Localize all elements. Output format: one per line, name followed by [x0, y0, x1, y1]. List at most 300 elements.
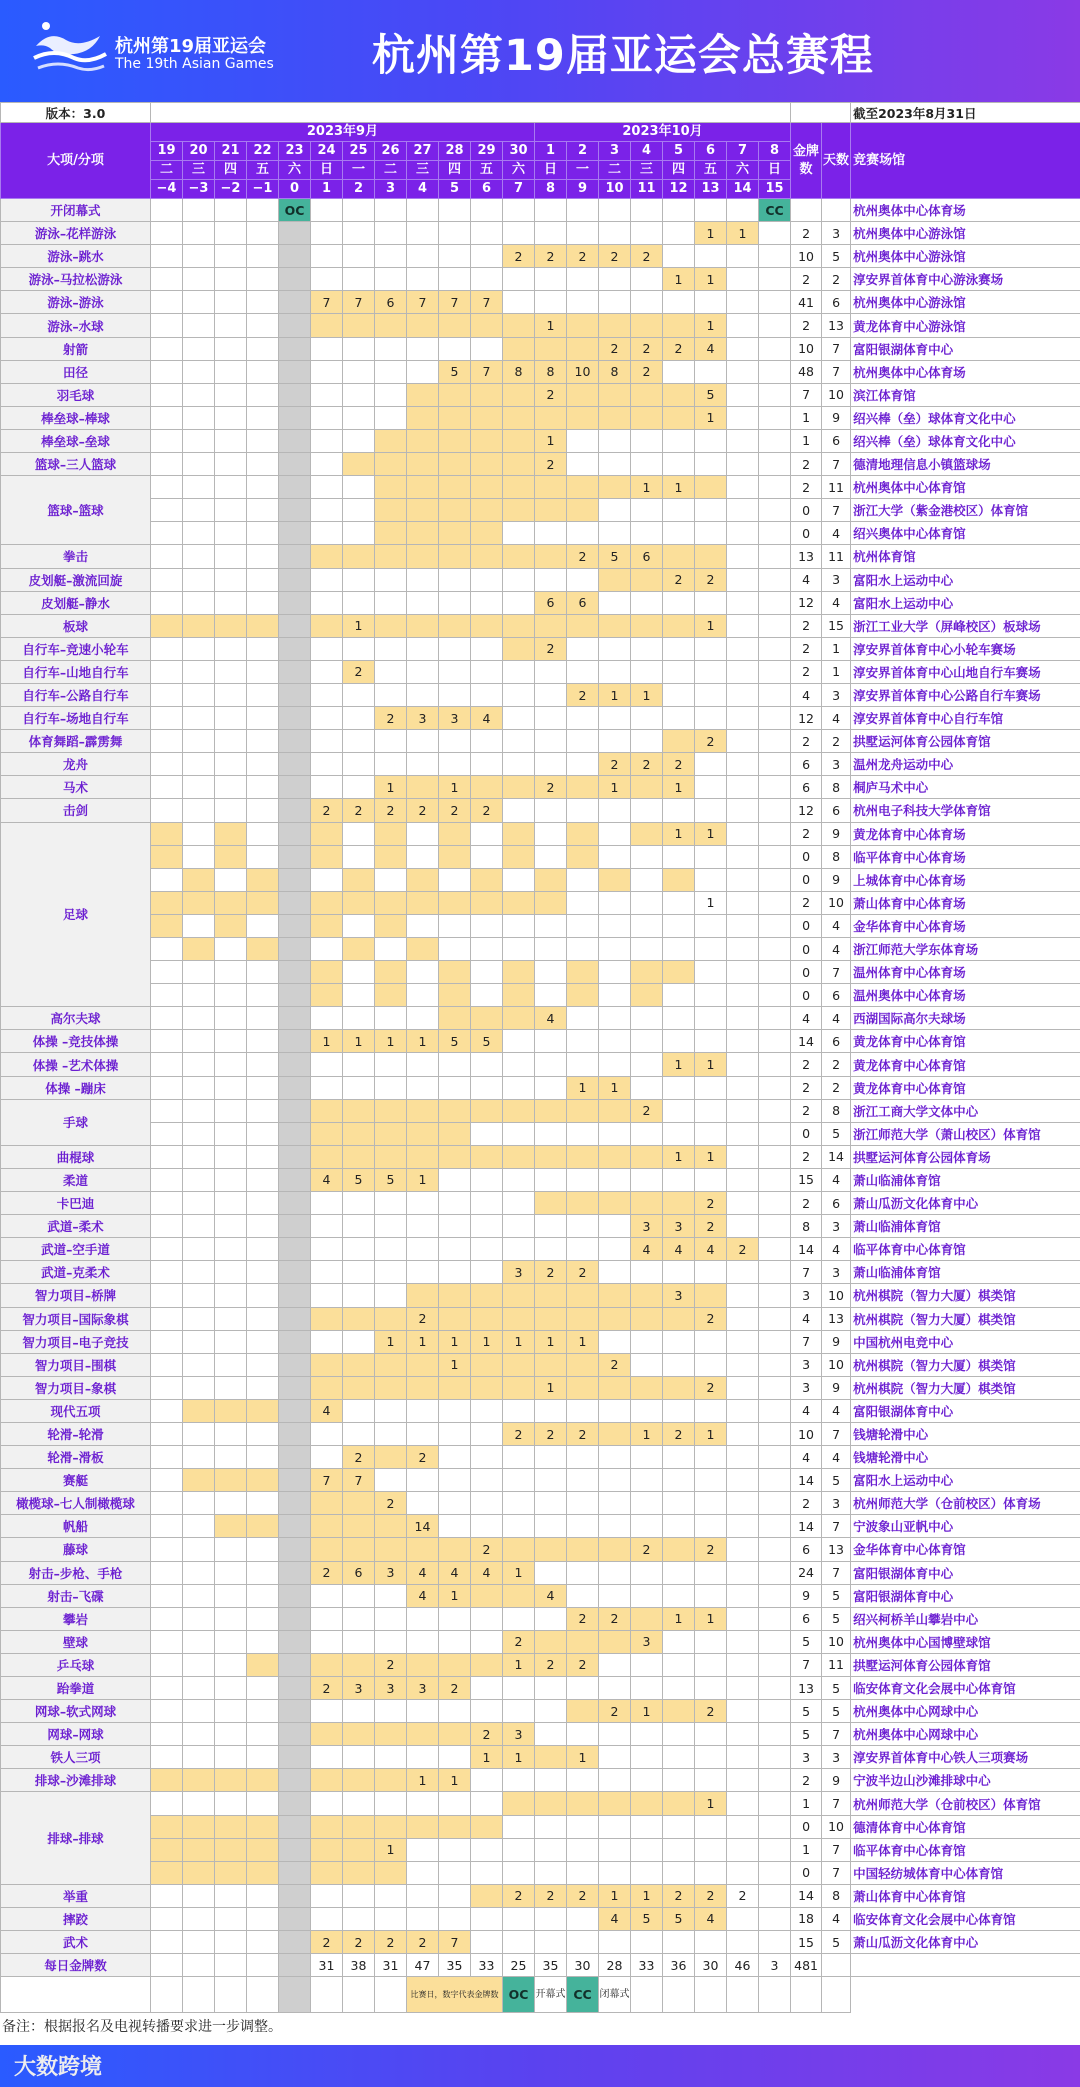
- schedule-cell: [535, 938, 567, 961]
- schedule-cell: [375, 614, 407, 637]
- schedule-cell: 2: [695, 568, 727, 591]
- schedule-cell: [343, 1353, 375, 1376]
- schedule-cell: [375, 1515, 407, 1538]
- schedule-cell: [343, 1723, 375, 1746]
- schedule-cell: [183, 1907, 215, 1930]
- schedule-cell: [407, 545, 439, 568]
- schedule-cell: [727, 799, 759, 822]
- schedule-cell: [151, 383, 183, 406]
- schedule-cell: [279, 1746, 311, 1769]
- schedule-cell: [503, 1099, 535, 1122]
- schedule-cell: [215, 730, 247, 753]
- header-daynums-cell: 14: [727, 180, 759, 199]
- schedule-cell: 1: [567, 1076, 599, 1099]
- schedule-cell: 8: [535, 360, 567, 383]
- medal-count: 0: [791, 868, 822, 891]
- venue-name: 杭州奥体中心网球中心: [851, 1723, 1080, 1746]
- schedule-cell: [311, 1653, 343, 1676]
- schedule-cell: [375, 822, 407, 845]
- schedule-cell: [311, 1099, 343, 1122]
- day-count: 4: [822, 1238, 851, 1261]
- schedule-cell: [247, 1815, 279, 1838]
- schedule-cell: [535, 799, 567, 822]
- schedule-cell: [599, 429, 631, 452]
- schedule-cell: [343, 1422, 375, 1445]
- schedule-cell: [247, 845, 279, 868]
- schedule-cell: [535, 545, 567, 568]
- medal-count: [791, 199, 822, 222]
- schedule-cell: [535, 1122, 567, 1145]
- schedule-cell: 2: [567, 1607, 599, 1630]
- schedule-cell: [439, 1261, 471, 1284]
- medal-count: 5: [791, 1630, 822, 1653]
- schedule-cell: 2: [695, 730, 727, 753]
- schedule-cell: [407, 1376, 439, 1399]
- schedule-cell: [599, 1515, 631, 1538]
- schedule-cell: [151, 429, 183, 452]
- daily-medal-cell: 35: [535, 1954, 567, 1977]
- day-count: 7: [822, 1515, 851, 1538]
- medal-count: 8: [791, 1215, 822, 1238]
- schedule-cell: [375, 1769, 407, 1792]
- venue-name: 淳安界首体育中心山地自行车赛场: [851, 660, 1080, 683]
- schedule-cell: [599, 406, 631, 429]
- schedule-cell: [695, 429, 727, 452]
- header-dates-cell: 22: [247, 142, 279, 161]
- schedule-cell: [631, 1353, 663, 1376]
- schedule-cell: [439, 591, 471, 614]
- schedule-cell: [407, 683, 439, 706]
- schedule-cell: [759, 1769, 791, 1792]
- venue-name: 西湖国际高尔夫球场: [851, 1007, 1080, 1030]
- schedule-cell: [215, 1099, 247, 1122]
- schedule-cell: [471, 1815, 503, 1838]
- blank: [343, 1977, 375, 2013]
- venue-name: 温州体育中心体育场: [851, 961, 1080, 984]
- schedule-cell: [183, 1861, 215, 1884]
- schedule-cell: [279, 545, 311, 568]
- schedule-cell: [375, 476, 407, 499]
- schedule-cell: [695, 776, 727, 799]
- schedule-cell: [439, 1838, 471, 1861]
- table-row: [1, 660, 1080, 683]
- schedule-cell: [151, 683, 183, 706]
- schedule-cell: 4: [439, 1561, 471, 1584]
- schedule-cell: [311, 1584, 343, 1607]
- sport-name: 摔跤: [1, 1907, 151, 1930]
- schedule-cell: [695, 753, 727, 776]
- schedule-cell: 1: [695, 268, 727, 291]
- daily-medal-cell: [183, 1954, 215, 1977]
- table-row: [1, 1261, 1080, 1284]
- schedule-cell: [439, 568, 471, 591]
- schedule-cell: [727, 614, 759, 637]
- schedule-cell: 1: [503, 1653, 535, 1676]
- schedule-cell: [151, 938, 183, 961]
- schedule-cell: [535, 406, 567, 429]
- schedule-cell: [471, 1515, 503, 1538]
- header-daynums-cell: 1: [311, 180, 343, 199]
- schedule-cell: [663, 1561, 695, 1584]
- schedule-cell: [183, 1053, 215, 1076]
- medal-count: 14: [791, 1030, 822, 1053]
- schedule-cell: [343, 1007, 375, 1030]
- schedule-cell: [343, 961, 375, 984]
- schedule-cell: [375, 1007, 407, 1030]
- schedule-cell: [407, 984, 439, 1007]
- schedule-cell: [727, 683, 759, 706]
- daily-medal-cell: 36: [663, 1954, 695, 1977]
- schedule-cell: [727, 1746, 759, 1769]
- table-row: [1, 222, 1080, 245]
- schedule-cell: [759, 1884, 791, 1907]
- schedule-cell: [311, 1700, 343, 1723]
- daily-medal-cell: 30: [695, 1954, 727, 1977]
- schedule-cell: [503, 383, 535, 406]
- venue-name: 滨江体育馆: [851, 383, 1080, 406]
- sport-name: 武道–空手道: [1, 1238, 151, 1261]
- venue-name: 绍兴棒（垒）球体育文化中心: [851, 429, 1080, 452]
- schedule-cell: [471, 522, 503, 545]
- schedule-cell: 2: [727, 1884, 759, 1907]
- schedule-cell: [183, 591, 215, 614]
- schedule-cell: [471, 453, 503, 476]
- schedule-cell: [247, 522, 279, 545]
- schedule-cell: 1: [407, 1330, 439, 1353]
- schedule-cell: [503, 799, 535, 822]
- schedule-cell: [247, 1723, 279, 1746]
- schedule-cell: [311, 776, 343, 799]
- logo-text-en: The 19th Asian Games: [115, 56, 274, 72]
- schedule-cell: [599, 891, 631, 914]
- schedule-cell: [439, 730, 471, 753]
- schedule-cell: [567, 314, 599, 337]
- schedule-cell: [439, 1007, 471, 1030]
- table-row: [1, 1815, 1080, 1838]
- schedule-cell: [407, 1492, 439, 1515]
- schedule-cell: [695, 1861, 727, 1884]
- schedule-cell: [503, 614, 535, 637]
- blank: [247, 1977, 279, 2013]
- medal-count: 13: [791, 1677, 822, 1700]
- schedule-cell: [183, 1469, 215, 1492]
- schedule-cell: [343, 591, 375, 614]
- schedule-cell: [535, 1700, 567, 1723]
- schedule-cell: 2: [695, 1700, 727, 1723]
- medal-count: 0: [791, 1122, 822, 1145]
- schedule-cell: [567, 1561, 599, 1584]
- schedule-cell: [439, 1630, 471, 1653]
- schedule-cell: CC: [759, 199, 791, 222]
- schedule-cell: [375, 337, 407, 360]
- schedule-cell: [471, 337, 503, 360]
- sport-name: 智力项目–象棋: [1, 1376, 151, 1399]
- table-row: [1, 1399, 1080, 1422]
- schedule-cell: [663, 1931, 695, 1954]
- schedule-cell: [727, 476, 759, 499]
- schedule-cell: [247, 637, 279, 660]
- schedule-cell: [759, 476, 791, 499]
- sport-name: 游泳–游泳: [1, 291, 151, 314]
- schedule-cell: [695, 1677, 727, 1700]
- header-weekdays-cell: 日: [759, 161, 791, 180]
- schedule-cell: [535, 1792, 567, 1815]
- schedule-cell: [215, 799, 247, 822]
- schedule-cell: 1: [695, 822, 727, 845]
- schedule-cell: [727, 291, 759, 314]
- schedule-cell: [471, 1399, 503, 1422]
- schedule-cell: [151, 1307, 183, 1330]
- schedule-cell: [631, 1653, 663, 1676]
- schedule-cell: [151, 1861, 183, 1884]
- schedule-cell: [375, 1261, 407, 1284]
- schedule-cell: [407, 568, 439, 591]
- schedule-cell: [311, 707, 343, 730]
- schedule-cell: 2: [695, 1307, 727, 1330]
- schedule-cell: [727, 1492, 759, 1515]
- schedule-cell: 6: [567, 591, 599, 614]
- schedule-cell: [503, 499, 535, 522]
- schedule-cell: [247, 1192, 279, 1215]
- schedule-cell: [407, 891, 439, 914]
- day-count: 3: [822, 222, 851, 245]
- blank: [759, 1977, 791, 2013]
- schedule-cell: [151, 707, 183, 730]
- schedule-cell: [183, 1677, 215, 1700]
- schedule-cell: [631, 453, 663, 476]
- schedule-cell: [727, 1076, 759, 1099]
- table-row: [1, 1007, 1080, 1030]
- day-count: 2: [822, 730, 851, 753]
- schedule-cell: [279, 1815, 311, 1838]
- schedule-cell: [727, 845, 759, 868]
- schedule-cell: 2: [407, 1446, 439, 1469]
- venue-name: 黄龙体育中心体育场: [851, 822, 1080, 845]
- schedule-cell: [599, 1746, 631, 1769]
- schedule-cell: [535, 1492, 567, 1515]
- schedule-cell: [471, 868, 503, 891]
- schedule-cell: [183, 822, 215, 845]
- schedule-cell: [599, 1446, 631, 1469]
- venue-name: 杭州奥体中心体育馆: [851, 476, 1080, 499]
- schedule-cell: 3: [439, 707, 471, 730]
- schedule-cell: [279, 1122, 311, 1145]
- schedule-cell: [215, 499, 247, 522]
- schedule-cell: [183, 1446, 215, 1469]
- schedule-cell: 1: [535, 1376, 567, 1399]
- schedule-cell: [151, 476, 183, 499]
- schedule-cell: [407, 1815, 439, 1838]
- day-count: 3: [822, 1492, 851, 1515]
- schedule-cell: [727, 637, 759, 660]
- daily-medal-cell: 25: [503, 1954, 535, 1977]
- schedule-cell: 7: [407, 291, 439, 314]
- schedule-cell: [727, 1907, 759, 1930]
- schedule-cell: [695, 1353, 727, 1376]
- table-row: [1, 1769, 1080, 1792]
- schedule-cell: [375, 1446, 407, 1469]
- sport-name: 藤球: [1, 1538, 151, 1561]
- header-daynums-cell: 6: [471, 180, 503, 199]
- day-count: 5: [822, 1469, 851, 1492]
- schedule-cell: [567, 961, 599, 984]
- schedule-cell: [695, 1446, 727, 1469]
- schedule-cell: [311, 1261, 343, 1284]
- schedule-cell: 1: [663, 822, 695, 845]
- schedule-cell: [503, 1307, 535, 1330]
- schedule-cell: [567, 1284, 599, 1307]
- schedule-cell: [215, 1122, 247, 1145]
- schedule-cell: [215, 453, 247, 476]
- schedule-cell: [503, 429, 535, 452]
- schedule-cell: [663, 291, 695, 314]
- sport-name: 武道–柔术: [1, 1215, 151, 1238]
- schedule-cell: [215, 1607, 247, 1630]
- schedule-cell: [215, 291, 247, 314]
- schedule-cell: [375, 1746, 407, 1769]
- schedule-cell: [215, 914, 247, 937]
- schedule-cell: [471, 1261, 503, 1284]
- schedule-cell: [567, 1861, 599, 1884]
- daily-medal-cell: 30: [567, 1954, 599, 1977]
- schedule-cell: 4: [407, 1561, 439, 1584]
- schedule-cell: [663, 914, 695, 937]
- schedule-cell: [247, 1630, 279, 1653]
- schedule-cell: [663, 614, 695, 637]
- schedule-cell: [439, 1192, 471, 1215]
- schedule-cell: [215, 753, 247, 776]
- schedule-cell: [599, 1653, 631, 1676]
- venue-name: 金华体育中心体育馆: [851, 1538, 1080, 1561]
- medal-count: 48: [791, 360, 822, 383]
- schedule-cell: [599, 222, 631, 245]
- schedule-cell: [663, 1007, 695, 1030]
- schedule-cell: [759, 245, 791, 268]
- schedule-cell: [215, 938, 247, 961]
- schedule-cell: [247, 1861, 279, 1884]
- schedule-cell: [535, 1145, 567, 1168]
- schedule-cell: [599, 1469, 631, 1492]
- sport-name: 排球–沙滩排球: [1, 1769, 151, 1792]
- schedule-cell: [663, 961, 695, 984]
- schedule-cell: [503, 291, 535, 314]
- schedule-cell: [759, 1653, 791, 1676]
- medal-count: 2: [791, 1492, 822, 1515]
- schedule-cell: [183, 453, 215, 476]
- schedule-cell: [151, 1931, 183, 1954]
- schedule-cell: [631, 314, 663, 337]
- schedule-cell: [759, 1168, 791, 1191]
- medal-count: 2: [791, 637, 822, 660]
- schedule-cell: 5: [439, 1030, 471, 1053]
- schedule-cell: [215, 1769, 247, 1792]
- schedule-cell: [631, 1446, 663, 1469]
- schedule-cell: [471, 1630, 503, 1653]
- schedule-cell: 2: [567, 1422, 599, 1445]
- schedule-cell: [695, 868, 727, 891]
- schedule-cell: [663, 938, 695, 961]
- schedule-cell: [311, 1422, 343, 1445]
- schedule-cell: [279, 1515, 311, 1538]
- schedule-cell: [695, 1561, 727, 1584]
- schedule-cell: [247, 914, 279, 937]
- schedule-cell: [215, 1215, 247, 1238]
- schedule-cell: [375, 868, 407, 891]
- schedule-cell: [727, 1723, 759, 1746]
- sport-name: 网球–网球: [1, 1723, 151, 1746]
- schedule-cell: [567, 1145, 599, 1168]
- header-dates-cell: 7: [727, 142, 759, 161]
- schedule-cell: [471, 1099, 503, 1122]
- schedule-cell: [215, 337, 247, 360]
- day-count: 8: [822, 1884, 851, 1907]
- header-daynums-cell: 2: [343, 180, 375, 199]
- schedule-cell: [439, 891, 471, 914]
- schedule-cell: [375, 199, 407, 222]
- schedule-cell: [279, 429, 311, 452]
- medal-count: 14: [791, 1238, 822, 1261]
- schedule-cell: [727, 1007, 759, 1030]
- table-row: [1, 1723, 1080, 1746]
- schedule-cell: [663, 1769, 695, 1792]
- schedule-cell: [631, 1053, 663, 1076]
- schedule-cell: [535, 707, 567, 730]
- venue-name: 绍兴柯桥羊山攀岩中心: [851, 1607, 1080, 1630]
- medal-count: 0: [791, 984, 822, 1007]
- schedule-cell: [407, 753, 439, 776]
- schedule-cell: [471, 1838, 503, 1861]
- schedule-cell: [503, 1492, 535, 1515]
- table-row: [1, 1238, 1080, 1261]
- schedule-cell: [567, 1769, 599, 1792]
- table-row: [1, 707, 1080, 730]
- day-count: 13: [822, 314, 851, 337]
- schedule-cell: [183, 268, 215, 291]
- schedule-cell: [695, 1469, 727, 1492]
- schedule-cell: [471, 1653, 503, 1676]
- sport-name: 壁球: [1, 1630, 151, 1653]
- schedule-cell: [439, 429, 471, 452]
- schedule-cell: [695, 291, 727, 314]
- schedule-cell: [727, 822, 759, 845]
- day-count: 11: [822, 545, 851, 568]
- schedule-cell: [695, 660, 727, 683]
- schedule-cell: [503, 476, 535, 499]
- schedule-cell: [311, 199, 343, 222]
- schedule-cell: [407, 1723, 439, 1746]
- table-row: [1, 961, 1080, 984]
- schedule-cell: [215, 222, 247, 245]
- schedule-cell: [215, 776, 247, 799]
- schedule-cell: [727, 868, 759, 891]
- schedule-cell: [599, 1584, 631, 1607]
- schedule-cell: [151, 1007, 183, 1030]
- schedule-cell: [375, 1215, 407, 1238]
- schedule-cell: [503, 268, 535, 291]
- header-dates-cell: 25: [343, 142, 375, 161]
- schedule-cell: [599, 1769, 631, 1792]
- schedule-cell: [183, 545, 215, 568]
- schedule-cell: [759, 1561, 791, 1584]
- schedule-cell: [471, 1907, 503, 1930]
- schedule-cell: [311, 1192, 343, 1215]
- day-count: 1: [822, 637, 851, 660]
- schedule-cell: 1: [439, 1330, 471, 1353]
- schedule-cell: [183, 245, 215, 268]
- schedule-cell: [535, 1238, 567, 1261]
- schedule-cell: [535, 1723, 567, 1746]
- schedule-cell: [407, 499, 439, 522]
